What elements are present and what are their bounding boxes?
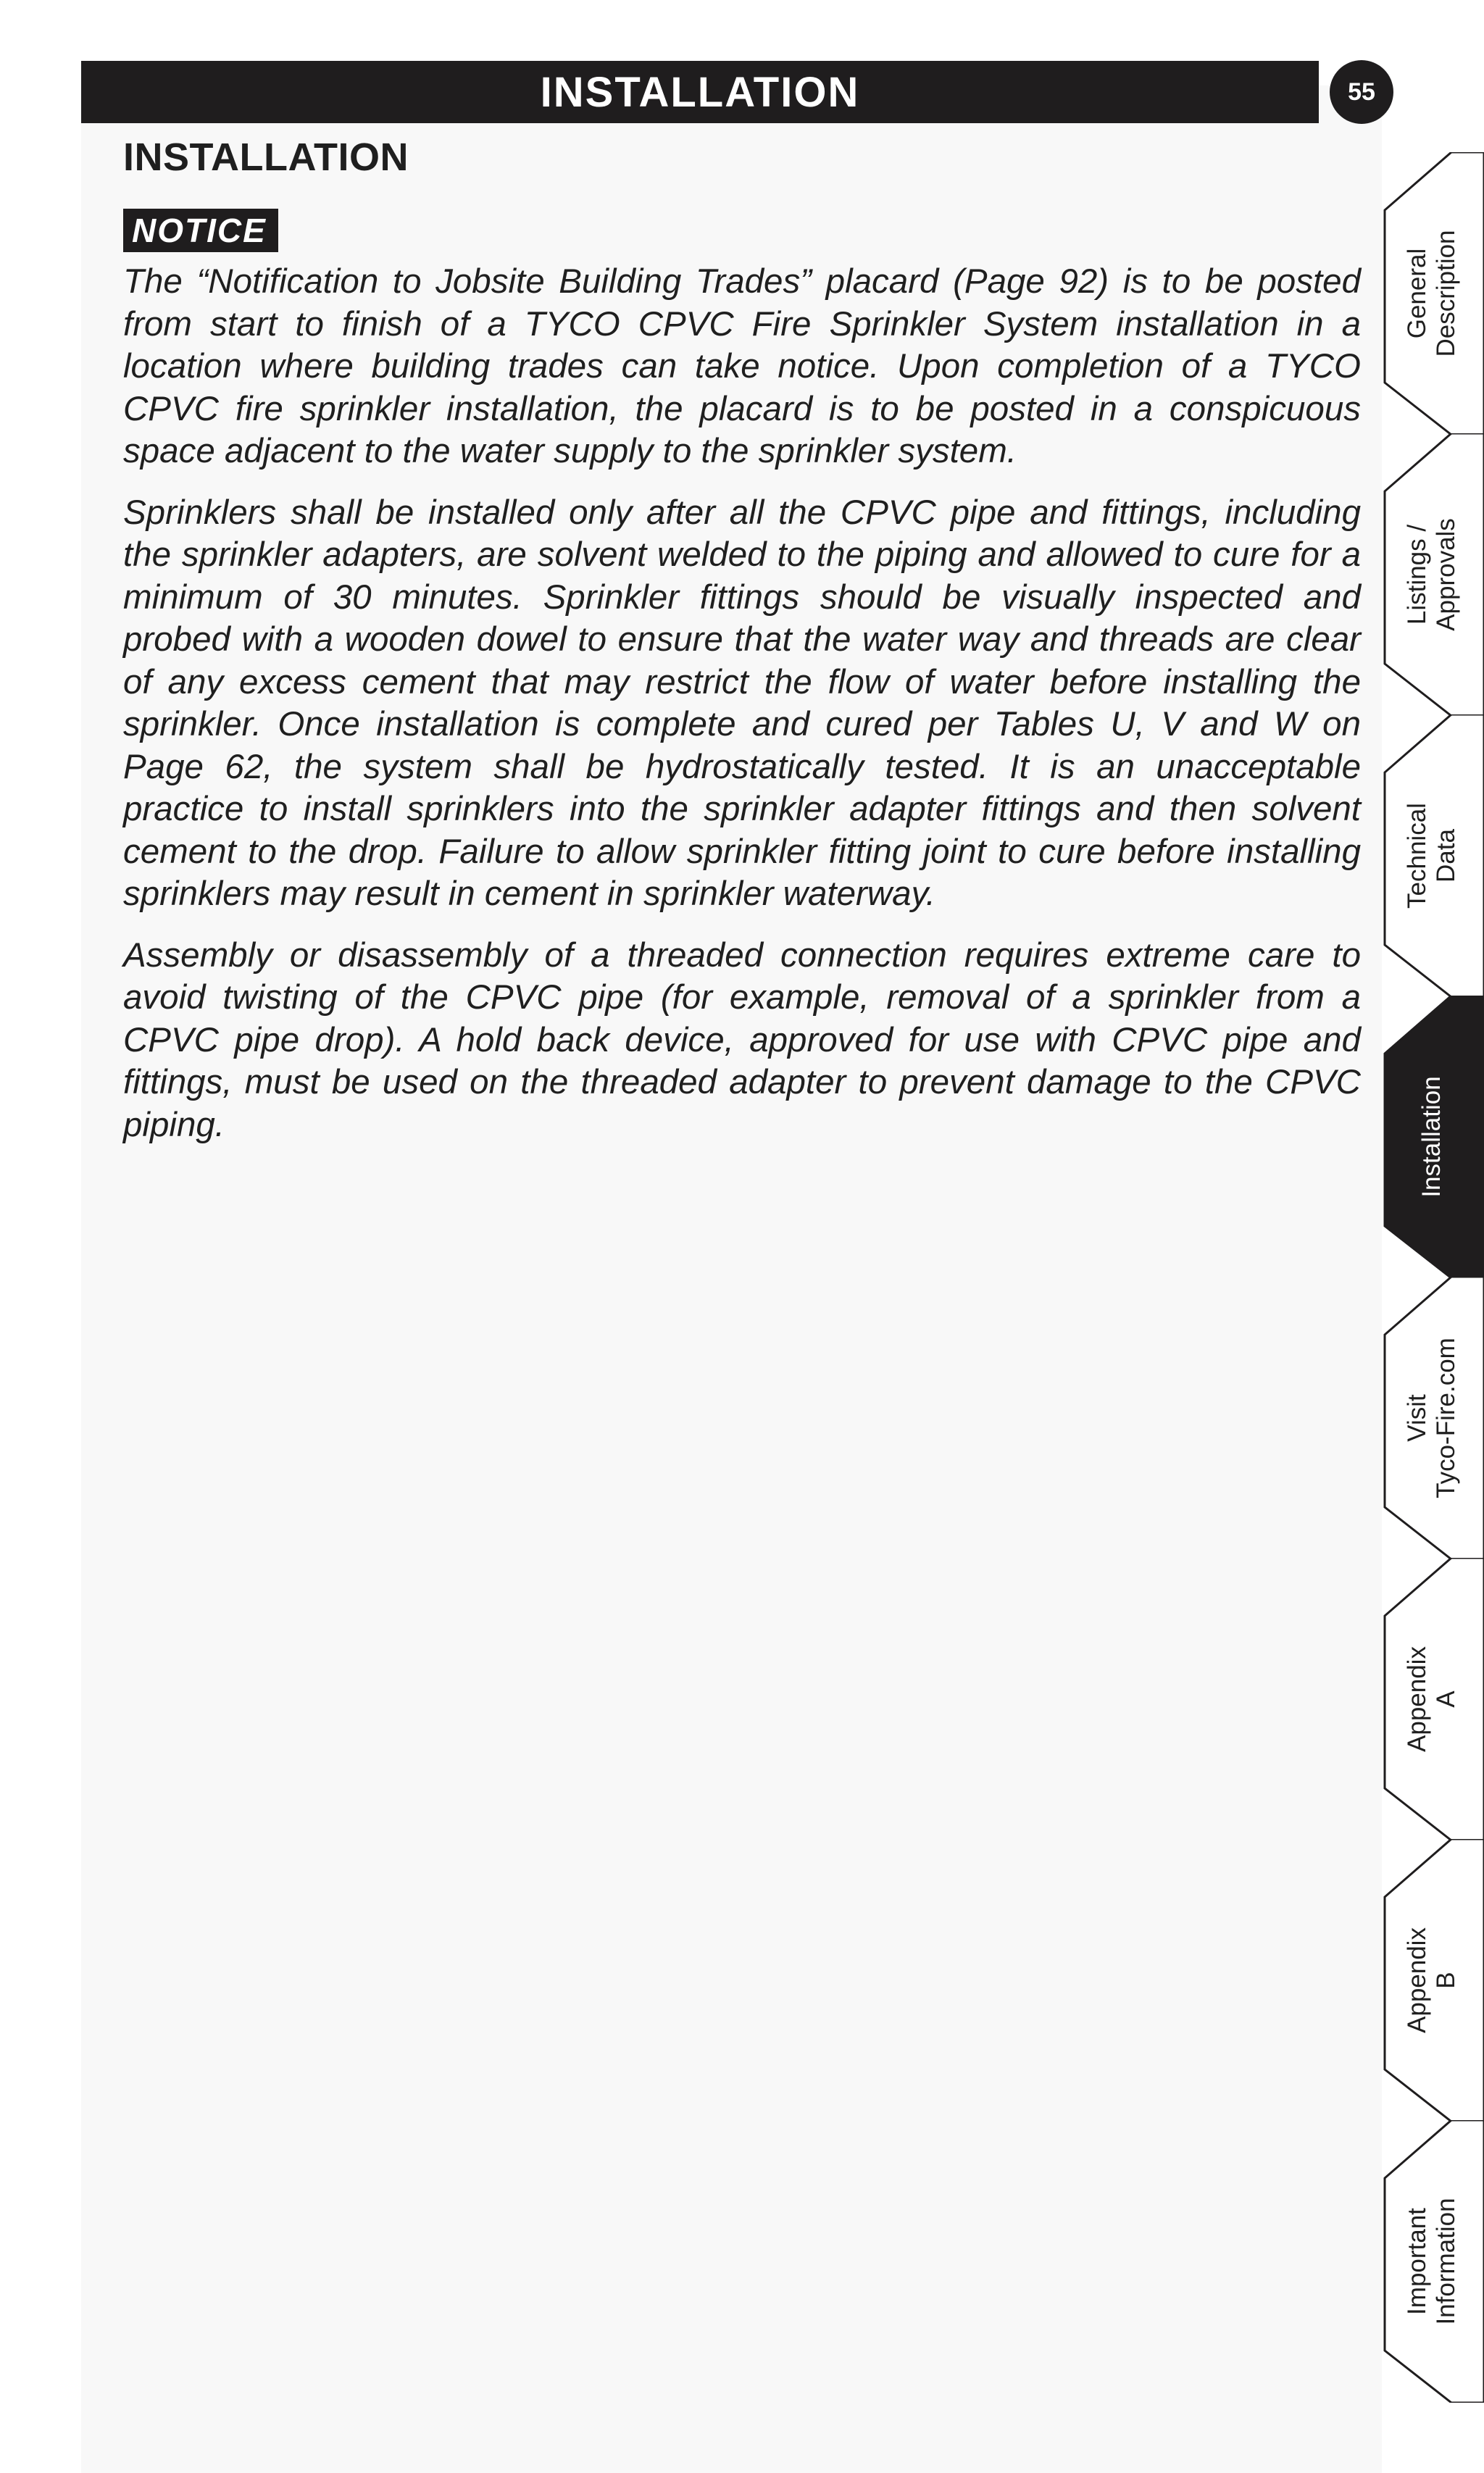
tab-label: Appendix A — [1403, 1646, 1460, 1752]
page-number: 55 — [1348, 78, 1375, 106]
tab-appendix-a[interactable] — [1380, 1558, 1484, 1840]
tab-listings-approvals[interactable] — [1380, 433, 1484, 716]
tab-label: General Description — [1403, 230, 1460, 357]
tab-label: Installation — [1417, 1076, 1446, 1198]
section-heading: INSTALLATION — [123, 135, 409, 179]
page-number-badge — [1330, 60, 1393, 124]
section-tab-strip — [1380, 152, 1484, 2427]
tab-label: Appendix B — [1403, 1927, 1460, 2033]
notice-badge: NOTICE — [123, 209, 278, 252]
tab-appendix-b[interactable] — [1380, 1839, 1484, 2122]
tab-technical-data[interactable] — [1380, 714, 1484, 997]
tab-label: Important Information — [1403, 2198, 1460, 2325]
tab-label: Technical Data — [1403, 803, 1460, 909]
paragraph-threaded-connection: Assembly or disassembly of a threaded connection requires extreme care to avoid twisting of the CPVC pipe (for example, removal of a sprinkler from a CPVC pipe drop). A hold back device, approved for use with CPVC pipe and fittings, must be used on the threaded adapter to prevent damage to the CPVC piping. — [123, 935, 1361, 1144]
paragraph-sprinkler-installation: Sprinklers shall be installed only after all the CPVC pipe and fittings, including the sprinkler adapters, are solvent welded to the piping and allowed to cure for a minimum of 30 minutes. Sprinkler fittings should be visually inspected and probed with a wooden dowel to ensure that the water way and threads are clear of any excess cement that may restrict the flow of water before installing the sprinkler. Once installation is complete and cured per Tables U, V and W on Page 62, the system shall be hydrostatically tested. It is an unacceptable practice to install sprinklers into the sprinkler adapter fittings and then solvent cement to the drop. Failure to allow sprinkler fitting joint to cure before installing sprinklers may result in cement in sprinkler waterway. — [123, 493, 1361, 913]
section-header-bar — [81, 61, 1319, 123]
section-header-title: INSTALLATION — [540, 68, 860, 116]
tab-general-description[interactable] — [1380, 152, 1484, 435]
tab-installation[interactable] — [1380, 996, 1484, 1278]
tab-important-information[interactable] — [1380, 2120, 1484, 2403]
main-content — [123, 135, 1361, 1146]
tab-label: Listings / Approvals — [1403, 518, 1460, 631]
tab-visit-tyco-fire[interactable] — [1380, 1277, 1484, 1559]
tab-label: Visit Tyco-Fire.com — [1403, 1338, 1460, 1498]
paragraph-placard-notice: The “Notification to Jobsite Building Trades” placard (Page 92) is to be posted from start to finish of a TYCO CPVC Fire Sprinkler System installation in a location where building trades can take notice. Upon completion of a TYCO CPVC fire sprinkler installation, the placard is to be posted in a conspicuous space adjacent to the water supply to the sprinkler system. — [123, 262, 1361, 470]
